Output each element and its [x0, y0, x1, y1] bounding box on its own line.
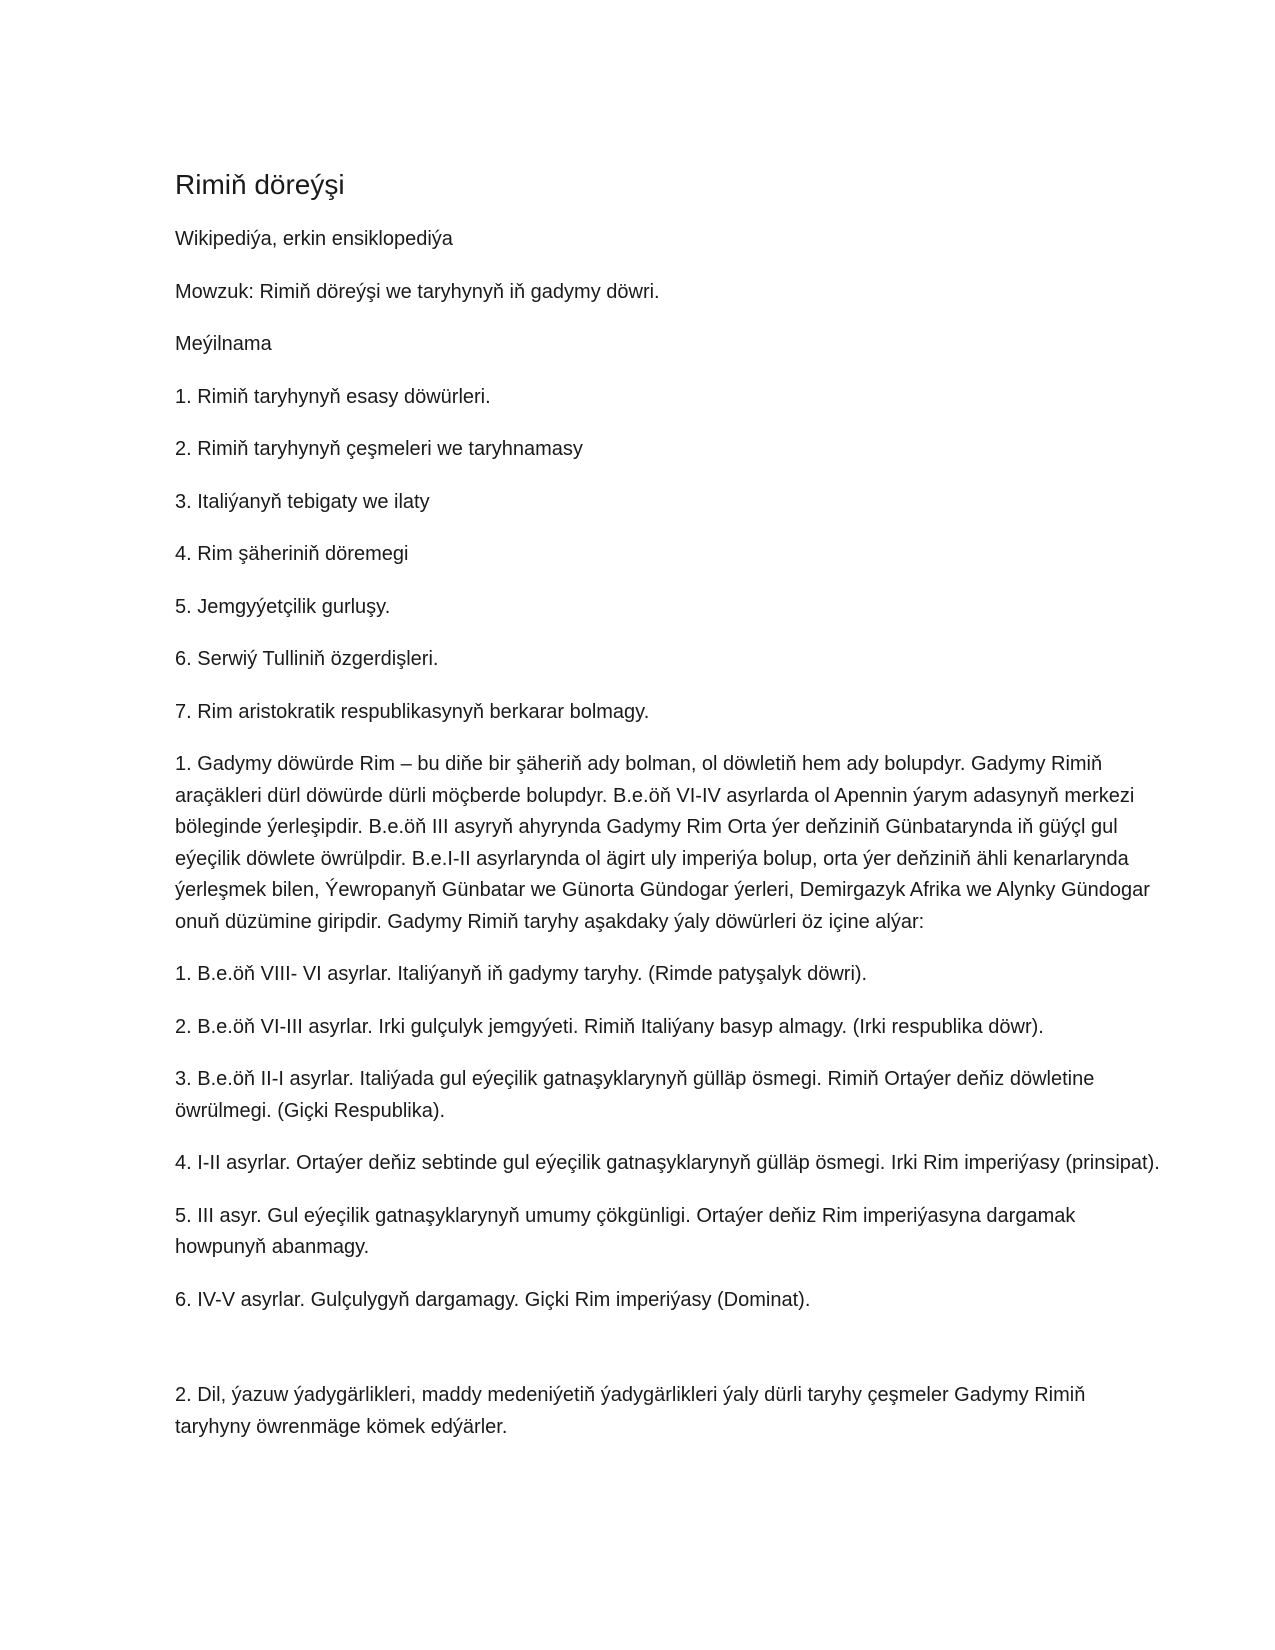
sources-paragraph: 2. Dil, ýazuw ýadygärlikleri, maddy medeniýetiň ýadygärlikleri ýaly dürli taryhy çeşmeler Gadymy Rimiň taryhyny öwrenmäge kömek edýärler.	[175, 1384, 1086, 1438]
blank-line	[175, 1337, 1165, 1380]
plan-item: 6. Serwiý Tulliniň özgerdişleri.	[175, 648, 439, 670]
period-item: 6. IV-V asyrlar. Gulçulygyň dargamagy. Giçki Rim imperiýasy (Dominat).	[175, 1288, 811, 1311]
period-item: 3. B.e.öň II-I asyrlar. Italiýada gul eýeçilik gatnaşyklarynyň gülläp ösmegi. Rimiň Ortaýer deňiz döwletine öwrülmegi. (Giçki Respublika).	[175, 1068, 1095, 1122]
plan-item: 3. Italiýanyň tebigaty we ilaty	[175, 490, 430, 513]
period-item: 1. B.e.öň VIII- VI asyrlar. Italiýanyň iň gadymy taryhy. (Rimde patyşalyk döwri).	[175, 963, 868, 985]
plan-item: 2. Rimiň taryhynyň çeşmeleri we taryhnamasy	[175, 438, 583, 460]
intro-paragraph: 1. Gadymy döwürde Rim – bu diňe bir şäheriň ady bolman, ol döwletiň hem ady bolupdyr. Gadymy Rimiň araçäkleri dürl döwürde dürli möçberde bolupdyr. B.e.öň VI-IV asyrlarda ol Apennin ýarym adasynyň merkezi böleginde ýerleşipdir. B.e.öň III asyryň ahyrynda Gadymy Rim Orta ýer deňziniň Günbatarynda iň güýçl gul eýeçilik döwlete öwrülpdir. B.e.I-II asyrlarynda ol ägirt uly imperiýa bolup, orta ýer deňziniň ähli kenarlarynda ýerleşmek bilen, Ýewropanyň Günbatar we Günorta Gündogar ýerleri, Demirgazyk Afrika we Alynky Gündogar onuň düzümine giripdir. Gadymy Rimiň taryhy aşakdaky ýaly döwürleri öz içine alýar:	[175, 753, 1150, 933]
plan-heading: Meýilnama	[175, 333, 272, 355]
plan-item: 5. Jemgyýetçilik gurluşy.	[175, 595, 391, 618]
document-page	[175, 168, 1165, 1464]
document-title: Rimiň döreýşi	[175, 169, 345, 200]
plan-item: 4. Rim şäheriniň döremegi	[175, 543, 409, 565]
period-item: 4. I-II asyrlar. Ortaýer deňiz sebtinde gul eýeçilik gatnaşyklarynyň gülläp ösmegi. Irki Rim imperiýasy (prinsipat).	[175, 1152, 1160, 1174]
period-item: 5. III asyr. Gul eýeçilik gatnaşyklarynyň umumy çökgünligi. Ortaýer deňiz Rim imperiýasyna dargamak howpunyň abanmagy.	[175, 1204, 1076, 1258]
document-subtitle: Wikipediýa, erkin ensiklopediýa	[175, 228, 453, 250]
document-topic: Mowzuk: Rimiň döreýşi we taryhynyň iň gadymy döwri.	[175, 280, 660, 303]
period-item: 2. B.e.öň VI-III asyrlar. Irki gulçulyk jemgyýeti. Rimiň Italiýany basyp almagy. (Irki respublika döwr).	[175, 1015, 1044, 1038]
plan-item: 7. Rim aristokratik respublikasynyň berkarar bolmagy.	[175, 700, 650, 723]
plan-item: 1. Rimiň taryhynyň esasy döwürleri.	[175, 385, 491, 408]
